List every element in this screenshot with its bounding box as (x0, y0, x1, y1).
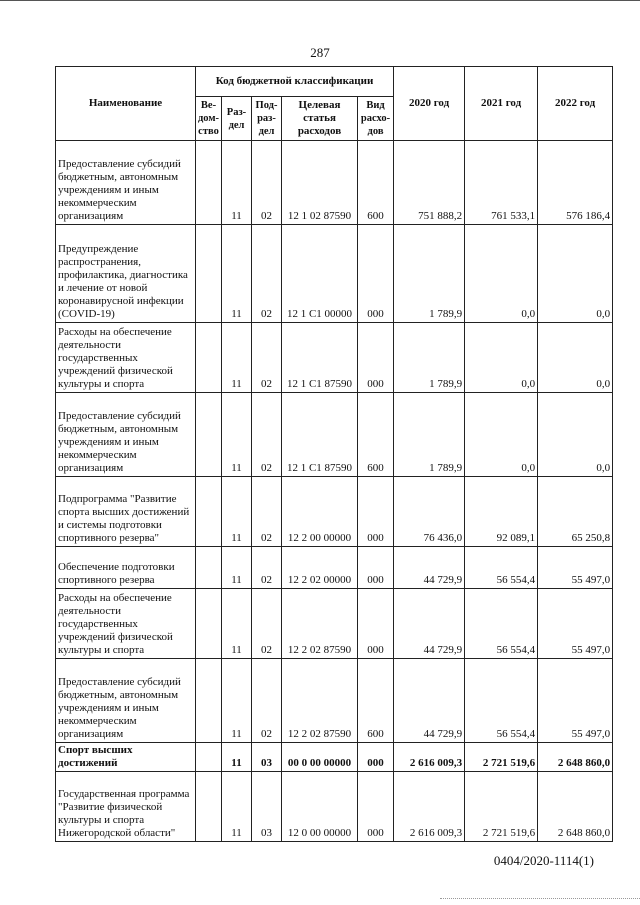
cell-razd: 11 (222, 477, 252, 547)
cell-podr: 02 (252, 659, 282, 743)
cell-name: Предоставление субсидий бюджетным, автономным учреждениям и иным некоммерческим организациям (56, 141, 196, 225)
cell-podr: 02 (252, 393, 282, 477)
table-row (56, 141, 613, 225)
header-podrazdel: Под-раз-дел (252, 97, 282, 141)
cell-name: Предоставление субсидий бюджетным, автономным учреждениям и иным некоммерческим организациям (56, 659, 196, 743)
cell-name: Государственная программа "Развитие физической культуры и спорта Нижегородской области" (56, 772, 196, 842)
cell-y2021: 56 554,4 (465, 547, 538, 589)
cell-podr: 02 (252, 589, 282, 659)
cell-ved (196, 743, 222, 772)
cell-y2021: 92 089,1 (465, 477, 538, 547)
scan-artifact-line (440, 898, 640, 901)
cell-podr: 03 (252, 772, 282, 842)
cell-razd: 11 (222, 141, 252, 225)
cell-y2020: 1 789,9 (394, 323, 465, 393)
cell-y2020: 44 729,9 (394, 589, 465, 659)
cell-cs: 00 0 00 00000 (282, 743, 358, 772)
cell-ved (196, 547, 222, 589)
cell-y2021: 0,0 (465, 225, 538, 323)
cell-name: Предупреждение распространения, профилактика, диагностика и лечение от новой коронавирусной инфекции (COVID-19) (56, 225, 196, 323)
cell-y2021: 2 721 519,6 (465, 743, 538, 772)
cell-y2021: 0,0 (465, 323, 538, 393)
cell-razd: 11 (222, 393, 252, 477)
cell-name: Обеспечение подготовки спортивного резерва (56, 547, 196, 589)
header-name: Наименование (56, 67, 196, 141)
cell-y2021: 0,0 (465, 393, 538, 477)
cell-y2020: 1 789,9 (394, 393, 465, 477)
cell-razd: 11 (222, 225, 252, 323)
cell-vid: 000 (358, 772, 394, 842)
cell-cs: 12 1 02 87590 (282, 141, 358, 225)
cell-y2021: 56 554,4 (465, 589, 538, 659)
cell-y2020: 2 616 009,3 (394, 772, 465, 842)
cell-y2021: 2 721 519,6 (465, 772, 538, 842)
cell-y2020: 44 729,9 (394, 659, 465, 743)
table-row (56, 743, 613, 772)
cell-podr: 03 (252, 743, 282, 772)
budget-table (55, 66, 613, 842)
cell-vid: 600 (358, 659, 394, 743)
cell-podr: 02 (252, 547, 282, 589)
cell-vid: 600 (358, 141, 394, 225)
cell-podr: 02 (252, 141, 282, 225)
page-number: 287 (310, 45, 330, 60)
cell-y2020: 76 436,0 (394, 477, 465, 547)
cell-y2022: 55 497,0 (538, 547, 613, 589)
cell-ved (196, 477, 222, 547)
cell-cs: 12 2 02 87590 (282, 659, 358, 743)
cell-vid: 000 (358, 477, 394, 547)
header-code-group: Код бюджетной классификации (196, 67, 394, 97)
cell-razd: 11 (222, 323, 252, 393)
cell-ved (196, 393, 222, 477)
cell-cs: 12 1 C1 87590 (282, 323, 358, 393)
cell-podr: 02 (252, 477, 282, 547)
cell-razd: 11 (222, 772, 252, 842)
cell-y2022: 2 648 860,0 (538, 743, 613, 772)
header-razdel: Раз-дел (222, 97, 252, 141)
cell-y2020: 1 789,9 (394, 225, 465, 323)
cell-vid: 000 (358, 589, 394, 659)
cell-ved (196, 323, 222, 393)
cell-cs: 12 1 C1 00000 (282, 225, 358, 323)
cell-razd: 11 (222, 659, 252, 743)
header-2022: 2022 год (538, 67, 613, 141)
cell-y2022: 0,0 (538, 225, 613, 323)
cell-y2021: 761 533,1 (465, 141, 538, 225)
cell-cs: 12 2 02 00000 (282, 547, 358, 589)
table-row (56, 659, 613, 743)
cell-y2022: 0,0 (538, 323, 613, 393)
cell-podr: 02 (252, 225, 282, 323)
cell-y2021: 56 554,4 (465, 659, 538, 743)
table-row (56, 547, 613, 589)
cell-vid: 600 (358, 393, 394, 477)
header-2021: 2021 год (465, 67, 538, 141)
header-row-1 (56, 67, 613, 97)
cell-cs: 12 2 02 87590 (282, 589, 358, 659)
cell-cs: 12 2 00 00000 (282, 477, 358, 547)
cell-vid: 000 (358, 225, 394, 323)
header-vedomstvo: Ве-дом-ство (196, 97, 222, 141)
cell-y2022: 65 250,8 (538, 477, 613, 547)
cell-y2022: 55 497,0 (538, 589, 613, 659)
cell-y2020: 751 888,2 (394, 141, 465, 225)
table-row (56, 477, 613, 547)
cell-name: Спорт высших достижений (56, 743, 196, 772)
cell-y2020: 2 616 009,3 (394, 743, 465, 772)
cell-vid: 000 (358, 743, 394, 772)
cell-razd: 11 (222, 743, 252, 772)
cell-y2020: 44 729,9 (394, 547, 465, 589)
cell-y2022: 2 648 860,0 (538, 772, 613, 842)
top-border-line (0, 0, 640, 1)
cell-ved (196, 659, 222, 743)
header-celevaya: Целевая статья расходов (282, 97, 358, 141)
cell-y2022: 0,0 (538, 393, 613, 477)
cell-y2022: 576 186,4 (538, 141, 613, 225)
cell-cs: 12 1 C1 87590 (282, 393, 358, 477)
table-row (56, 589, 613, 659)
document-code: 0404/2020-1114(1) (493, 853, 594, 868)
cell-ved (196, 589, 222, 659)
cell-razd: 11 (222, 547, 252, 589)
cell-ved (196, 772, 222, 842)
cell-name: Предоставление субсидий бюджетным, автономным учреждениям и иным некоммерческим организациям (56, 393, 196, 477)
cell-vid: 000 (358, 547, 394, 589)
cell-podr: 02 (252, 323, 282, 393)
cell-name: Расходы на обеспечение деятельности государственных учреждений физической культуры и спорта (56, 589, 196, 659)
header-2020: 2020 год (394, 67, 465, 141)
table-row (56, 772, 613, 842)
cell-y2022: 55 497,0 (538, 659, 613, 743)
cell-name: Подпрограмма "Развитие спорта высших достижений и системы подготовки спортивного резерва" (56, 477, 196, 547)
cell-ved (196, 225, 222, 323)
cell-name: Расходы на обеспечение деятельности государственных учреждений физической культуры и спорта (56, 323, 196, 393)
cell-cs: 12 0 00 00000 (282, 772, 358, 842)
table-row (56, 393, 613, 477)
table-row (56, 323, 613, 393)
cell-razd: 11 (222, 589, 252, 659)
cell-ved (196, 141, 222, 225)
header-vid: Вид расхо-дов (358, 97, 394, 141)
cell-vid: 000 (358, 323, 394, 393)
table-row (56, 225, 613, 323)
